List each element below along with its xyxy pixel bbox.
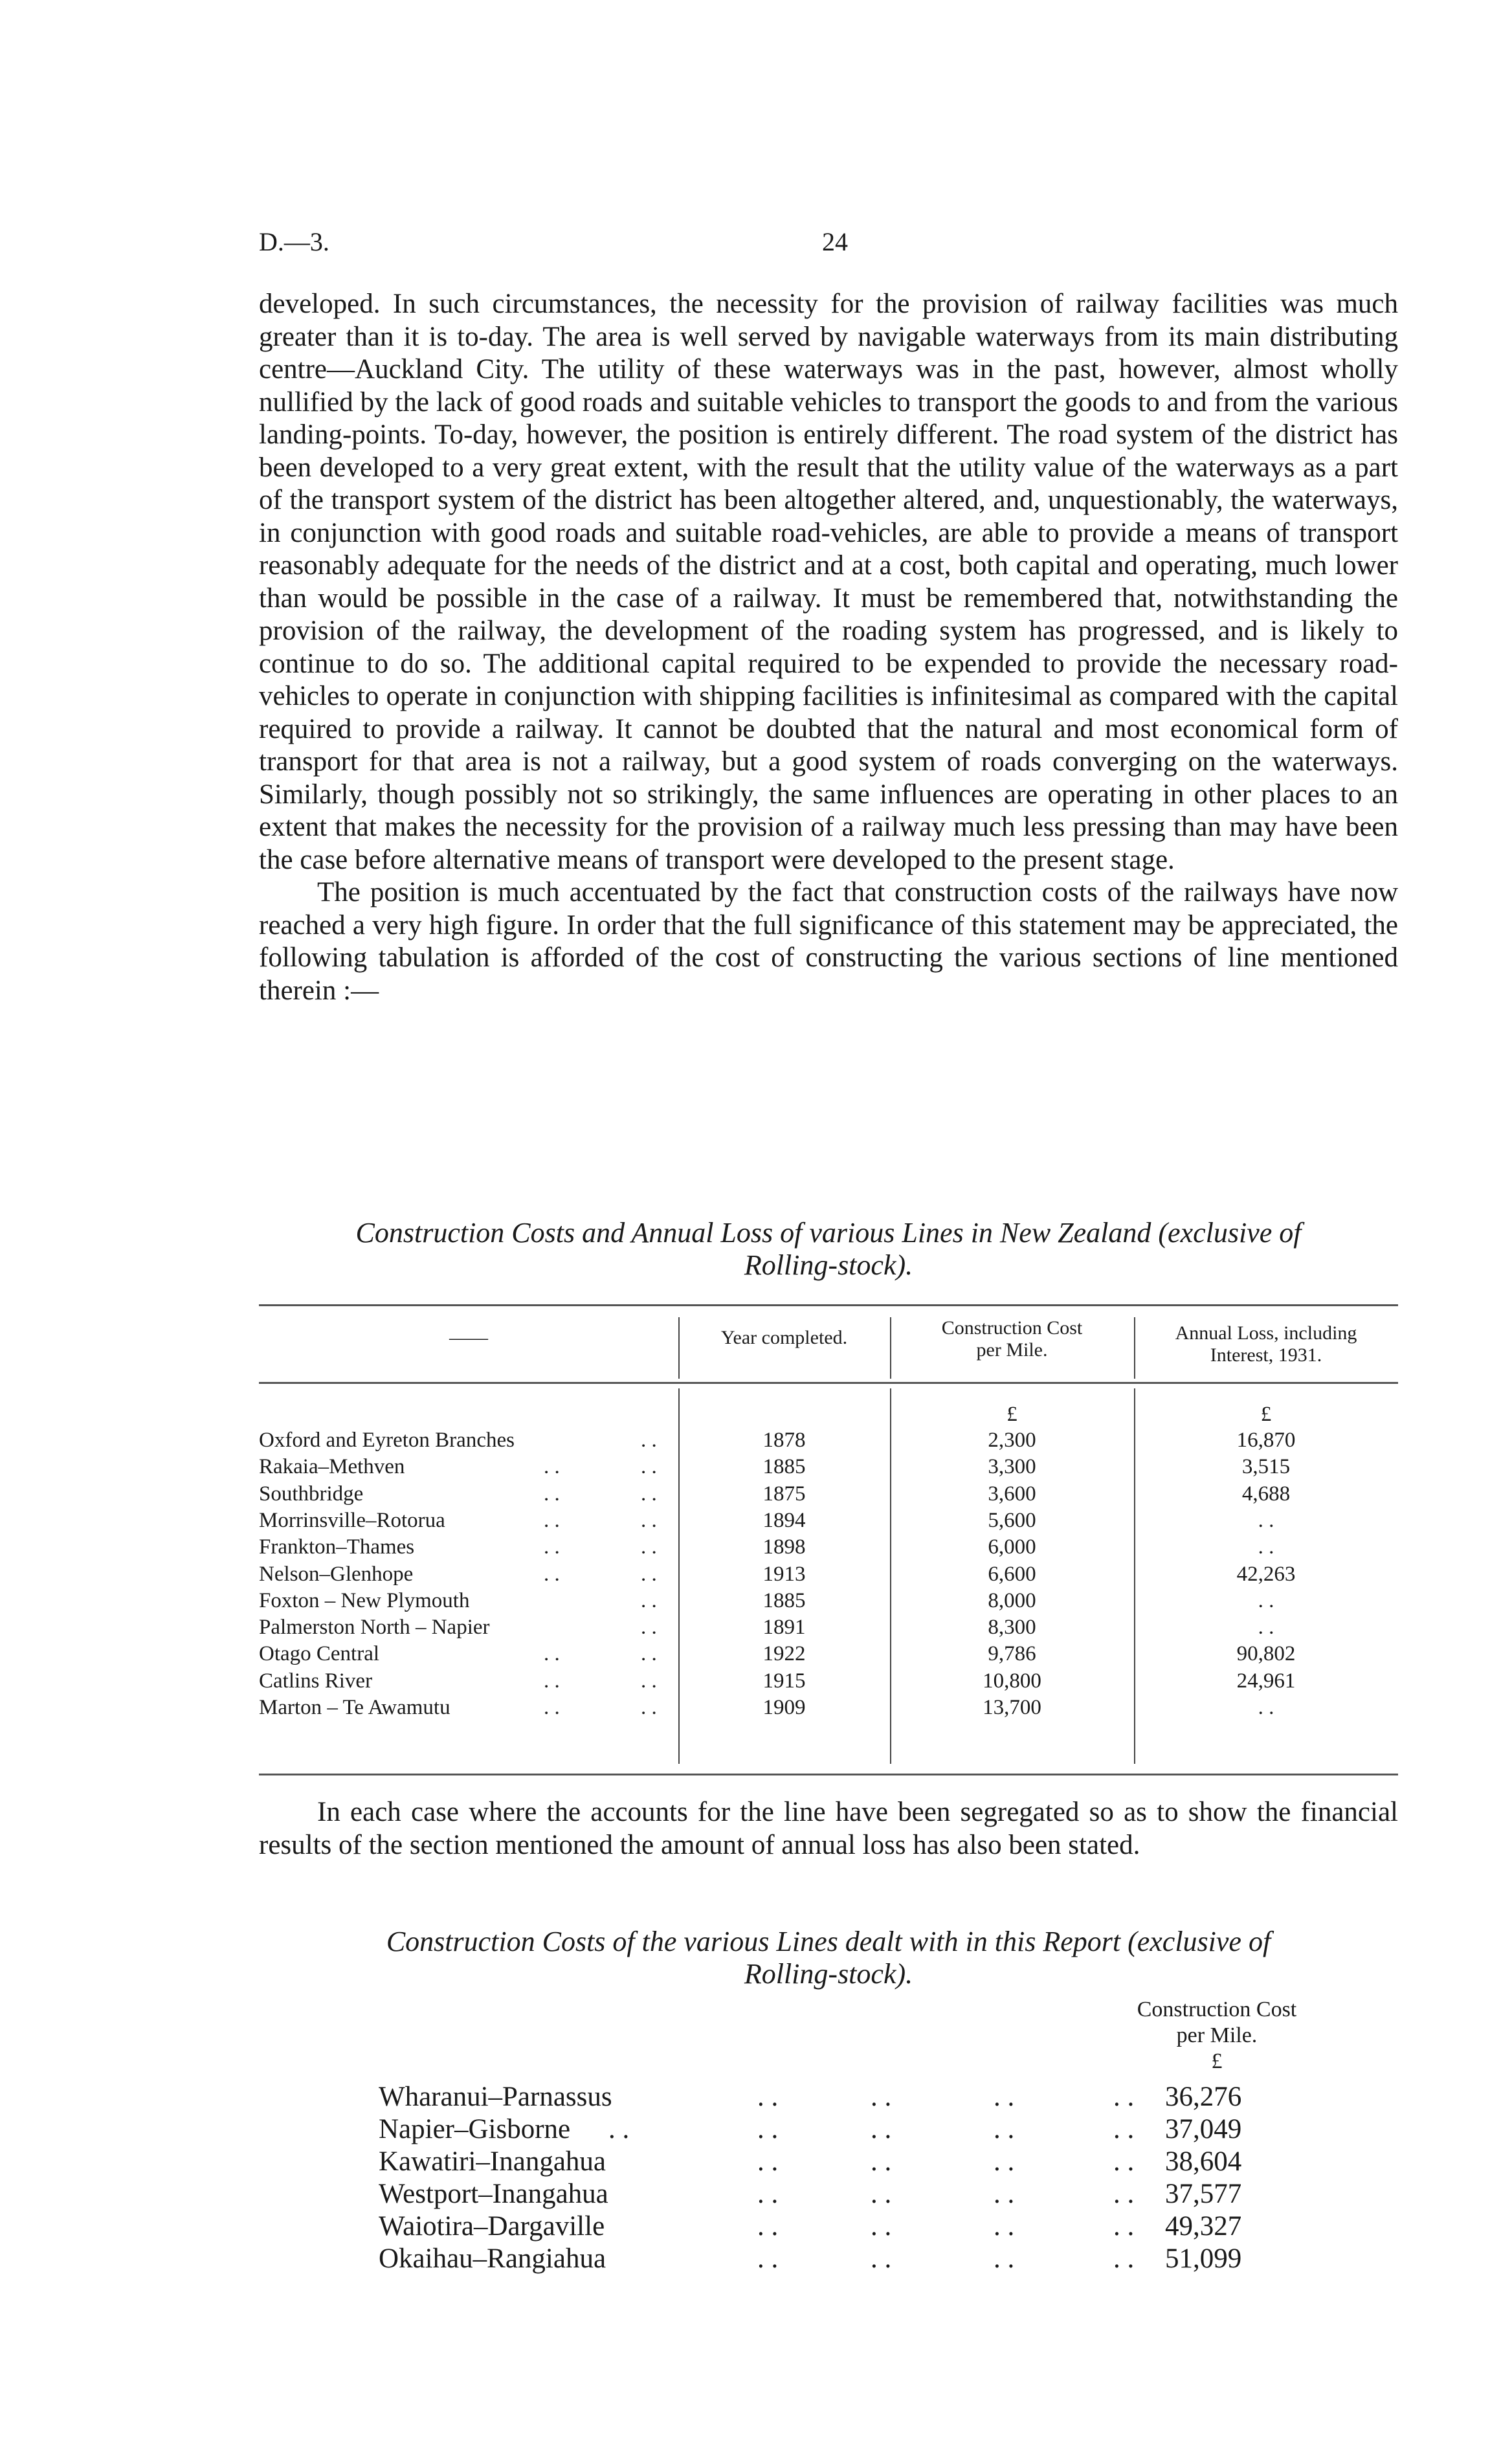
table2-leader-dots: . .	[994, 2082, 1015, 2112]
table1-header-year: Year completed.	[720, 1327, 848, 1348]
table2-unit: £	[1211, 2049, 1223, 2073]
table2-row-line: Waiotira–Dargaville	[379, 2211, 605, 2242]
table1-row-cost: 8,000	[988, 1588, 1036, 1612]
table1-header-cost-line-1: Construction Cost	[941, 1317, 1083, 1339]
construction-costs-table	[259, 1291, 1398, 1790]
paragraph-2: The position is much accentuated by the fact that construction costs of the railways have now reached a very high figure. In order that the full significance of this statement may be appreciated, the following tabulation is afforded of the cost of constructing the various sections of line mentioned therein :—	[259, 877, 1398, 1006]
table2-row-cost: 37,049	[1165, 2114, 1242, 2144]
table1-row-loss: 24,961	[1236, 1669, 1296, 1693]
table1-row-loss: . .	[1258, 1535, 1274, 1559]
table1-row-year: 1915	[762, 1669, 806, 1693]
table1-header-loss	[1134, 1322, 1398, 1366]
table1-row-cost: 3,300	[988, 1455, 1036, 1479]
page-header	[259, 227, 1398, 265]
table1-row-cost: 8,300	[988, 1616, 1036, 1640]
table2-leader-dots: . .	[757, 2179, 779, 2209]
table1-row-line: Catlins River	[259, 1669, 373, 1693]
table1-leader-dots: . .	[641, 1642, 657, 1666]
table2-leader-dots: . .	[757, 2146, 779, 2177]
table2-row-cost: 36,276	[1165, 2082, 1242, 2112]
table1-header-loss-line-2: Interest, 1931.	[1210, 1344, 1322, 1366]
table1-header-cost	[890, 1317, 1134, 1361]
document-reference: D.—3.	[259, 227, 329, 256]
table2-caption-line-2: Rolling-stock).	[744, 1958, 913, 1990]
table1-row-year: 1898	[762, 1535, 806, 1559]
table1-row-year: 1878	[762, 1429, 806, 1452]
table1-leader-dots: . .	[544, 1508, 560, 1532]
table2-row-line: Napier–Gisborne	[379, 2114, 571, 2144]
body-text-2	[259, 1796, 1398, 1862]
table1-loss-unit: £	[1260, 1403, 1272, 1426]
table1-caption-line-1: Construction Costs and Annual Loss of various Lines in New Zealand (exclusive of	[355, 1217, 1302, 1249]
table1-leader-dots: . .	[641, 1562, 657, 1586]
table2-row-cost: 49,327	[1165, 2211, 1242, 2242]
table1-leader-dots: . .	[544, 1455, 560, 1479]
table1-row-line: Palmerston North – Napier	[259, 1616, 490, 1640]
table1-row-loss: 16,870	[1236, 1429, 1296, 1452]
table1-row-loss: . .	[1258, 1616, 1274, 1640]
table1-row-line: Morrinsville–Rotorua	[259, 1508, 445, 1532]
table1-leader-dots: . .	[641, 1616, 657, 1640]
table2-leader-dots: . .	[608, 2114, 630, 2144]
table1-leader-dots: . .	[641, 1535, 657, 1559]
table1-row-cost: 6,600	[988, 1562, 1036, 1586]
table2-leader-dots: . .	[871, 2082, 892, 2112]
table1-leader-dots: . .	[641, 1588, 657, 1612]
table1-row-year: 1891	[762, 1616, 806, 1640]
table1-row-loss: . .	[1258, 1508, 1274, 1532]
table1-row-year: 1913	[762, 1562, 806, 1586]
table1-row-line: Frankton–Thames	[259, 1535, 415, 1559]
table1-row-cost: 5,600	[988, 1508, 1036, 1532]
table1-row-cost: 10,800	[983, 1669, 1041, 1693]
table1-row-line: Oxford and Eyreton Branches	[259, 1429, 515, 1452]
table2-leader-dots: . .	[994, 2114, 1015, 2144]
table1-row-line: Nelson–Glenhope	[259, 1562, 414, 1586]
table2-row-line: Kawatiri–Inangahua	[379, 2146, 606, 2177]
paragraph-3: In each case where the accounts for the line have been segregated so as to show the financial results of the section mentioned the amount of annual loss has also been stated.	[259, 1797, 1398, 1860]
table2-leader-dots: . .	[871, 2114, 892, 2144]
body-text	[259, 288, 1398, 1007]
table1-header-line: ——	[449, 1327, 488, 1348]
table1-row-loss: 42,263	[1236, 1562, 1296, 1586]
table1-leader-dots: . .	[544, 1696, 560, 1719]
table2-header	[1100, 1997, 1333, 2075]
table2-header-line-2: per Mile.	[1176, 2023, 1258, 2047]
table1-row-loss: 3,515	[1241, 1455, 1291, 1479]
table1-row-loss: . .	[1258, 1696, 1274, 1719]
table2-leader-dots: . .	[994, 2179, 1015, 2209]
table1-leader-dots: . .	[641, 1455, 657, 1479]
table1-header-cost-line-2: per Mile.	[976, 1339, 1048, 1361]
table1-leader-dots: . .	[641, 1696, 657, 1719]
table1-row-year: 1909	[762, 1696, 806, 1719]
table2-leader-dots: . .	[1113, 2146, 1135, 2177]
table1-row-line: Rakaia–Methven	[259, 1455, 405, 1479]
table1-row-year: 1885	[762, 1455, 806, 1479]
table1-header-rule	[259, 1382, 1398, 1384]
table1-row-cost: 9,786	[988, 1642, 1036, 1666]
table2-header-line-1: Construction Cost	[1137, 1997, 1297, 2021]
page-number: 24	[822, 227, 848, 256]
table1-row-cost: 13,700	[983, 1696, 1041, 1719]
table1-caption-line-2: Rolling-stock).	[744, 1249, 913, 1281]
table1-leader-dots: . .	[641, 1669, 657, 1693]
table2-row-line: Okaihau–Rangiahua	[379, 2243, 606, 2274]
table1-row-line: Marton – Te Awamutu	[259, 1696, 450, 1719]
table1-leader-dots: . .	[641, 1482, 657, 1506]
table1-row-year: 1885	[762, 1588, 806, 1612]
table1-leader-dots: . .	[544, 1562, 560, 1586]
table1-row-loss: . .	[1258, 1588, 1274, 1612]
table1-row-loss: 90,802	[1236, 1642, 1296, 1666]
table2-leader-dots: . .	[871, 2211, 892, 2242]
table2-leader-dots: . .	[871, 2146, 892, 2177]
table1-row-year: 1894	[762, 1508, 806, 1532]
table2-leader-dots: . .	[1113, 2114, 1135, 2144]
table1-leader-dots: . .	[544, 1642, 560, 1666]
table1-leader-dots: . .	[641, 1508, 657, 1532]
table1-row-line: Otago Central	[259, 1642, 380, 1666]
table1-bottom-rule	[259, 1774, 1398, 1775]
table1-row-cost: 6,000	[988, 1535, 1036, 1559]
table2-leader-dots: . .	[1113, 2179, 1135, 2209]
table2-leader-dots: . .	[994, 2211, 1015, 2242]
table2-leader-dots: . .	[1113, 2211, 1135, 2242]
table2-leader-dots: . .	[757, 2082, 779, 2112]
table2-caption	[259, 1926, 1398, 1990]
table1-row-cost: 3,600	[988, 1482, 1036, 1506]
table2-leader-dots: . .	[757, 2211, 779, 2242]
table1-leader-dots: . .	[544, 1535, 560, 1559]
table1-row-year: 1922	[762, 1642, 806, 1666]
table2-leader-dots: . .	[757, 2114, 779, 2144]
paragraph-1: developed. In such circumstances, the necessity for the provision of railway facilities was much greater than it is to-day. The area is well served by navigable waterways from its main distributing centre—Auckland City. The utility of these waterways was in the past, however, almost wholly nullified by the lack of good roads and suitable vehicles to transport the goods to and from the various landing-points. To-day, however, the position is entirely different. The road system of the district has been developed to a very great extent, with the result that the utility value of the waterways as a part of the transport system of the district has been altogether altered, and, unquestionably, the waterways, in conjunction with good roads and suitable road-vehicles, are able to provide a means of transport reasonably adequate for the needs of the district and at a cost, both capital and operating, much lower than would be possible in the case of a railway. It must be remembered that, notwithstanding the provision of the railway, the development of the roading system has progressed, and is likely to continue to do so. The additional capital required to be expended to provide the necessary road-vehicles to operate in conjunction with shipping facilities is infinitesimal as compared with the capital required to provide a railway. It cannot be doubted that the natural and most economical form of transport for that area is not a railway, but a good system of roads converging on the waterways. Similarly, though possibly not so strikingly, the same influences are operating in other places to an extent that makes the necessity for the provision of a railway much less pressing than may have been the case before alternative means of transport were developed to the present stage.	[259, 289, 1398, 875]
table2-row-cost: 37,577	[1165, 2179, 1242, 2209]
table2-row-cost: 51,099	[1165, 2243, 1242, 2274]
table1-cost-unit: £	[1006, 1403, 1017, 1426]
table1-row-line: Southbridge	[259, 1482, 364, 1506]
table1-row-line: Foxton – New Plymouth	[259, 1588, 470, 1612]
table2-leader-dots: . .	[757, 2243, 779, 2274]
table2-leader-dots: . .	[871, 2179, 892, 2209]
table1-leader-dots: . .	[544, 1482, 560, 1506]
table1-row-loss: 4,688	[1241, 1482, 1291, 1506]
table1-header-loss-line-1: Annual Loss, including	[1175, 1322, 1357, 1344]
table2-row-cost: 38,604	[1165, 2146, 1242, 2177]
table1-leader-dots: . .	[641, 1429, 657, 1452]
table2-caption-line-1: Construction Costs of the various Lines dealt with in this Report (exclusive of	[386, 1926, 1271, 1957]
table2-leader-dots: . .	[1113, 2082, 1135, 2112]
table1-row-cost: 2,300	[988, 1429, 1036, 1452]
table2-leader-dots: . .	[1113, 2243, 1135, 2274]
table1-top-rule	[259, 1304, 1398, 1306]
table2-leader-dots: . .	[871, 2243, 892, 2274]
table1-leader-dots: . .	[544, 1669, 560, 1693]
table1-row-year: 1875	[762, 1482, 806, 1506]
table2-row-line: Westport–Inangahua	[379, 2179, 608, 2209]
table2-leader-dots: . .	[994, 2243, 1015, 2274]
table2-leader-dots: . .	[994, 2146, 1015, 2177]
table1-caption	[259, 1217, 1398, 1282]
table2-row-line: Wharanui–Parnassus	[379, 2082, 612, 2112]
